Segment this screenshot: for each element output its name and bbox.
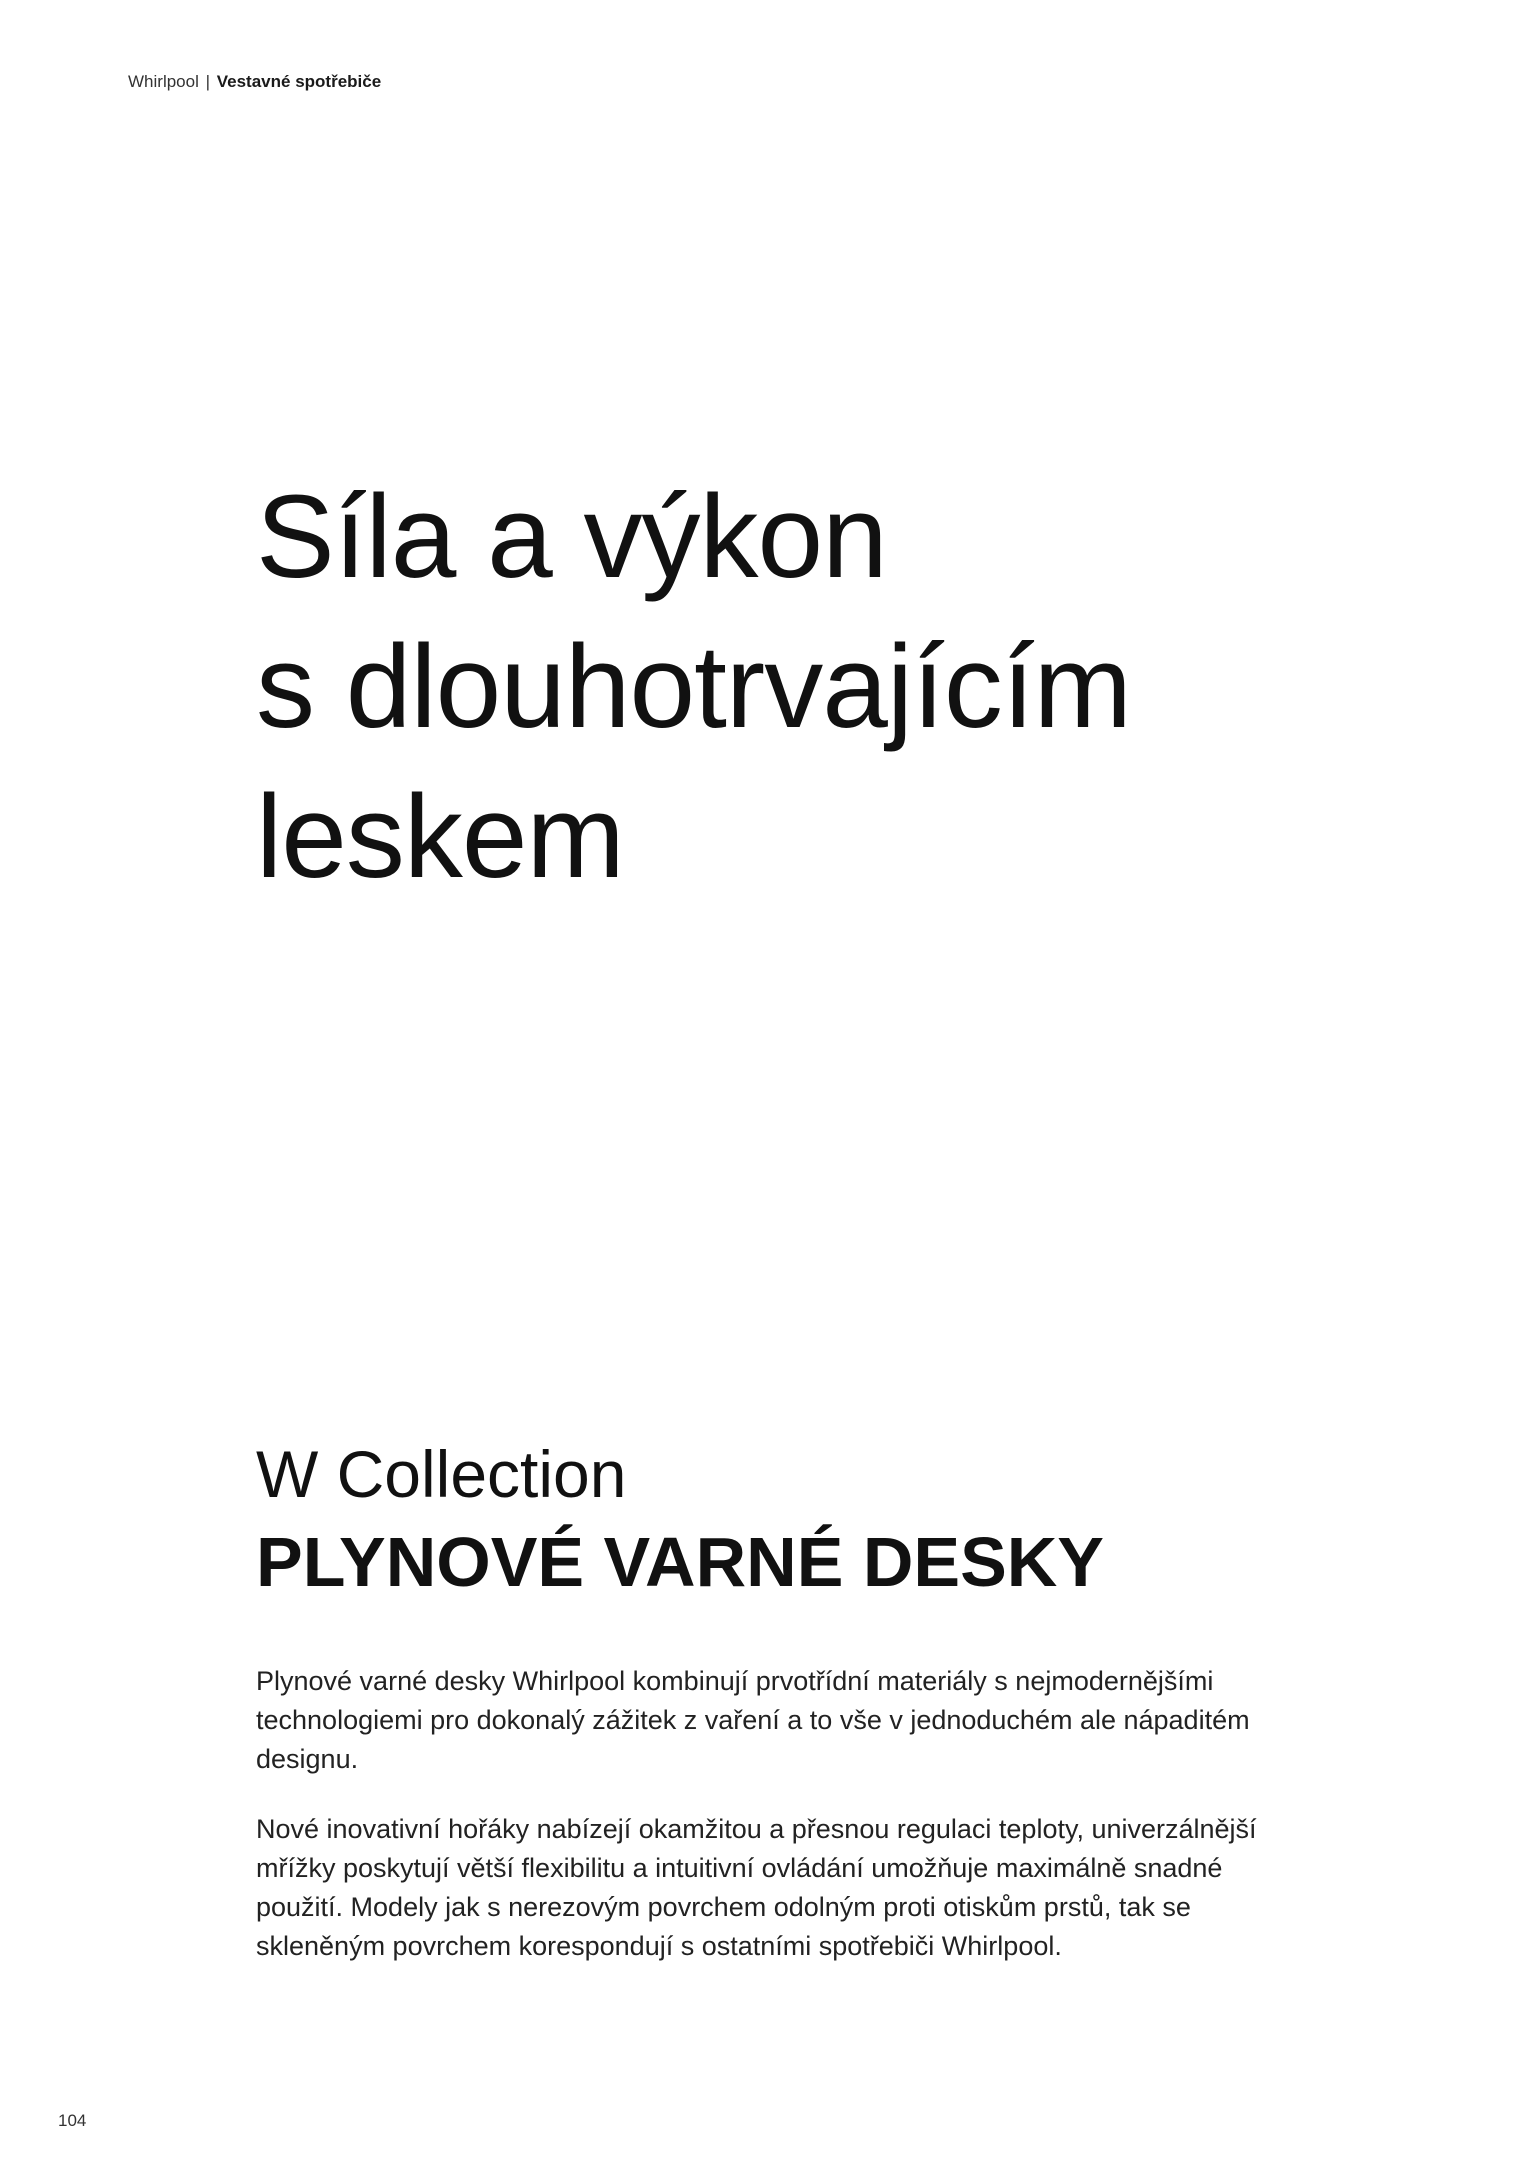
header-separator: | bbox=[205, 72, 211, 91]
hero-title-line: Síla a výkon bbox=[256, 471, 887, 603]
intro-paragraph: Plynové varné desky Whirlpool kombinují prvotřídní materiály s nejmodernějšími technologiemi pro dokonalý zážitek z vaření a to vše v jednoduchém ale nápaditém designu. bbox=[256, 1666, 1250, 1774]
hero-title bbox=[256, 462, 1131, 912]
hero-title-line: s dlouhotrvajícím bbox=[256, 621, 1131, 753]
running-header bbox=[128, 70, 381, 94]
page-number: 104 bbox=[58, 2111, 87, 2130]
header-section: Vestavné spotřebiče bbox=[216, 72, 382, 91]
header-brand: Whirlpool bbox=[128, 72, 199, 91]
collection-label: W Collection bbox=[256, 1437, 627, 1511]
detail-paragraph: Nové inovativní hořáky nabízejí okamžitou a přesnou regulaci teploty, univerzálnější mřížky poskytují větší flexibilitu a intuitivní ovládání umožňuje maximálně snadné použití. Modely jak s nerezovým povrchem odolným proti otiskům prstů, tak se skleněným povrchem korespondují s ostatními spotřebiči Whirlpool. bbox=[256, 1814, 1257, 1961]
product-heading: PLYNOVÉ VARNÉ DESKY bbox=[256, 1523, 1104, 1601]
hero-title-line: leskem bbox=[256, 771, 624, 903]
